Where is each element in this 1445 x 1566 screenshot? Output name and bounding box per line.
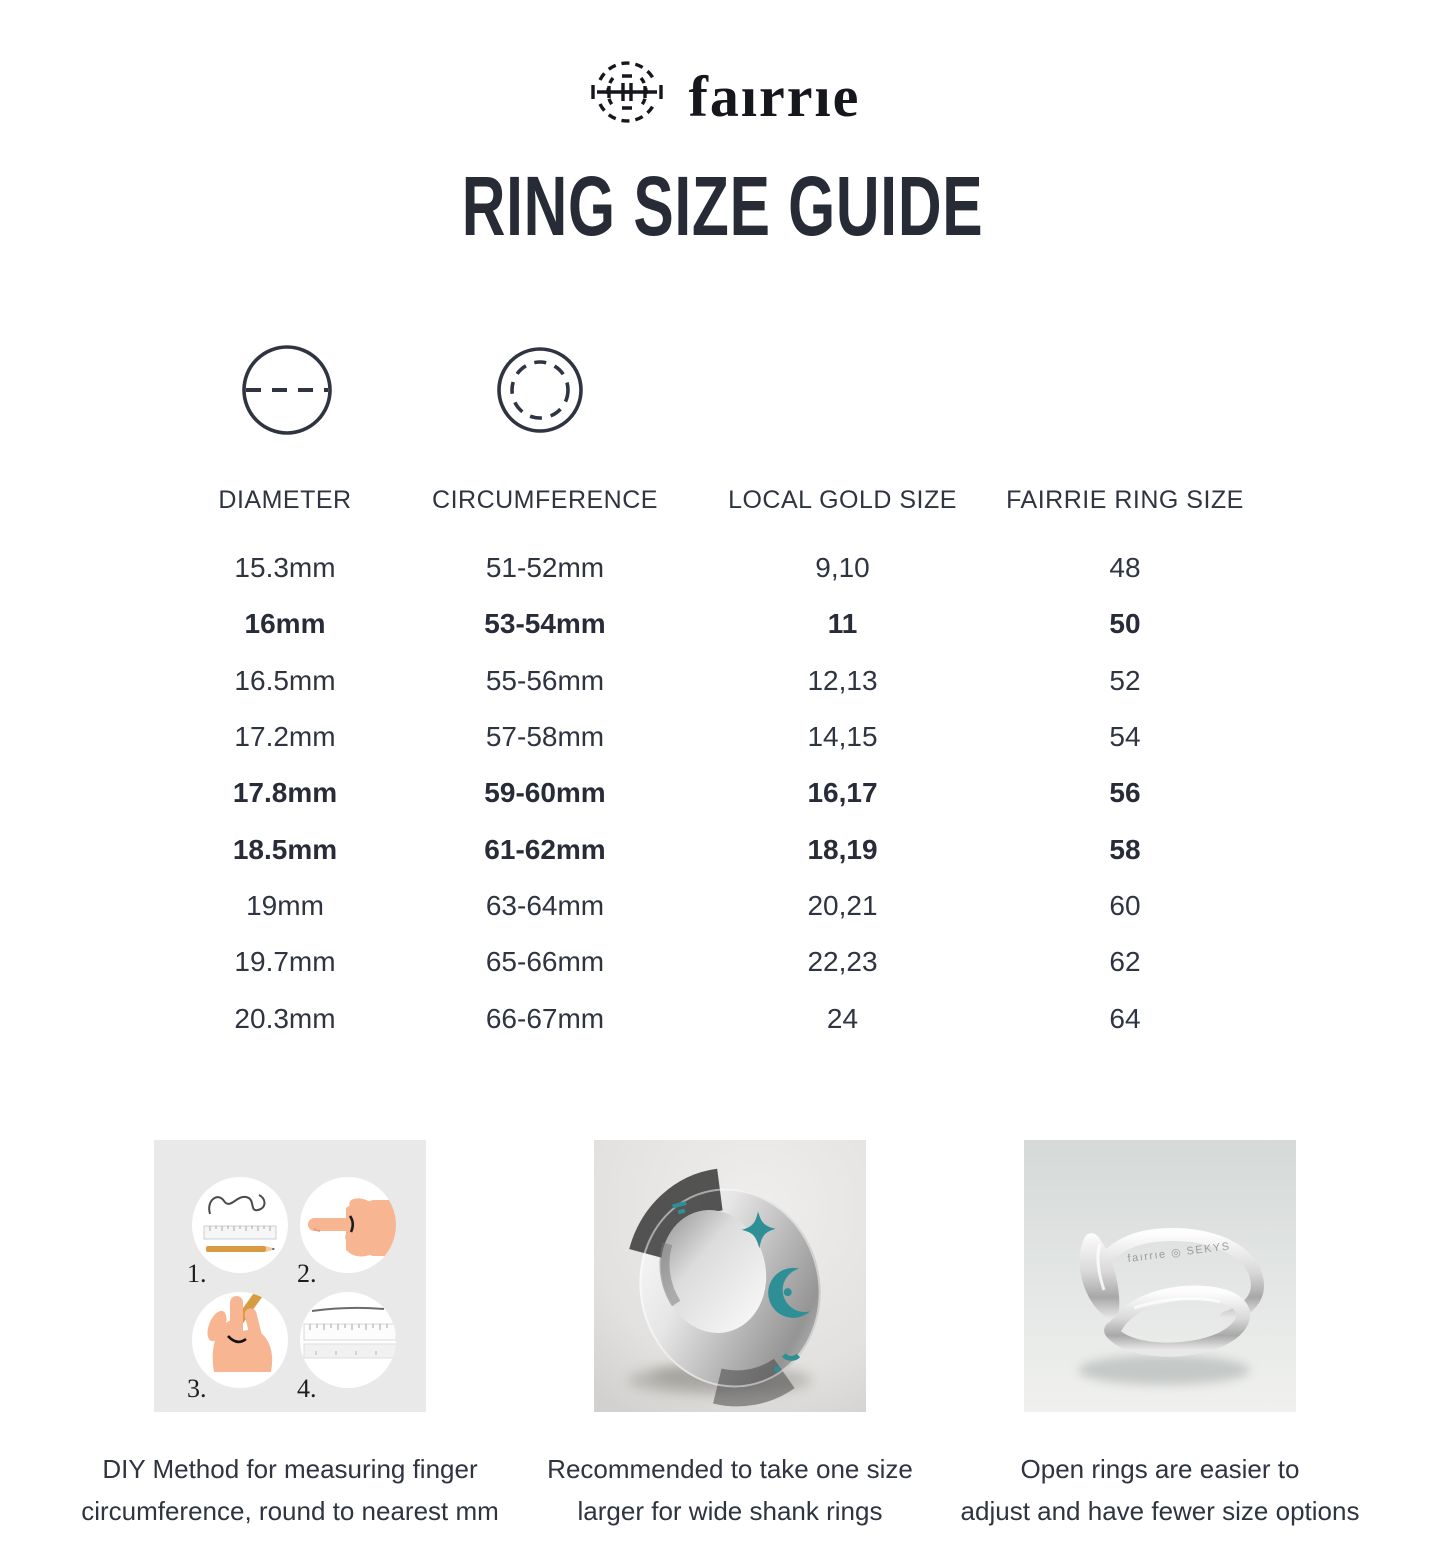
page-title: RING SIZE GUIDE [461, 159, 984, 253]
figure-caption: DIY Method for measuring finger circumference, round to nearest mm [81, 1454, 499, 1526]
table-row [180, 821, 1265, 877]
cell-fairrie-ring-size: 60 [1109, 889, 1141, 921]
figure-caption: Recommended to take one size larger for wide shank rings [547, 1454, 913, 1526]
cell-diameter: 16.5mm [234, 664, 336, 696]
table-row [180, 765, 1265, 821]
cell-fairrie-ring-size: 56 [1109, 777, 1141, 809]
cell-fairrie-ring-size: 48 [1109, 552, 1141, 584]
cell-circumference: 53-54mm [484, 608, 606, 640]
cell-fairrie-ring-size: 64 [1109, 1002, 1141, 1034]
brand-name: faırrıe [688, 64, 861, 129]
diameter-circle-icon [237, 340, 337, 440]
cell-local-gold-size: 11 [827, 608, 858, 640]
size-table-header [180, 486, 1265, 515]
figure-diy-method [75, 1140, 505, 1532]
table-row [180, 653, 1265, 709]
cell-fairrie-ring-size: 52 [1109, 664, 1141, 696]
diy-measuring-steps-image [154, 1140, 426, 1412]
cell-diameter: 16mm [244, 608, 326, 640]
step-number-2: 2. [297, 1259, 317, 1288]
cell-local-gold-size: 9,10 [815, 552, 870, 584]
table-row [180, 540, 1265, 596]
cell-diameter: 17.8mm [232, 777, 338, 809]
table-row [180, 990, 1265, 1046]
cell-circumference: 63-64mm [485, 889, 605, 921]
step-number-3: 3. [187, 1374, 207, 1403]
cell-circumference: 65-66mm [485, 946, 605, 978]
column-header-circumference: CIRCUMFERENCE [432, 486, 658, 514]
cell-diameter: 20.3mm [234, 1002, 336, 1034]
cell-local-gold-size: 20,21 [807, 889, 878, 921]
cell-local-gold-size: 14,15 [807, 721, 878, 753]
table-row [180, 709, 1265, 765]
cell-diameter: 17.2mm [234, 721, 336, 753]
cell-local-gold-size: 22,23 [807, 946, 878, 978]
column-header-diameter: DIAMETER [218, 486, 352, 514]
cell-diameter: 15.3mm [234, 552, 336, 584]
cell-local-gold-size: 12,13 [807, 664, 878, 696]
wide-shank-ring-image [594, 1140, 866, 1412]
cell-diameter: 19.7mm [234, 946, 336, 978]
table-row [180, 878, 1265, 934]
cell-diameter: 18.5mm [232, 833, 338, 865]
step-number-4: 4. [297, 1374, 317, 1403]
size-table-body [180, 540, 1265, 1047]
fairrie-mandala-icon [585, 52, 669, 136]
column-header-local-gold-size: LOCAL GOLD SIZE [728, 486, 957, 514]
circumference-circle-icon [492, 342, 588, 438]
cell-fairrie-ring-size: 62 [1109, 946, 1141, 978]
cell-fairrie-ring-size: 54 [1109, 721, 1141, 753]
cell-local-gold-size: 18,19 [807, 833, 878, 865]
cell-local-gold-size: 24 [826, 1002, 859, 1034]
cell-circumference: 57-58mm [485, 721, 605, 753]
cell-fairrie-ring-size: 58 [1109, 833, 1141, 865]
open-ring-image [1024, 1140, 1296, 1412]
figure-caption: Open rings are easier to adjust and have fewer size options [960, 1454, 1360, 1526]
inner-engraving-text: faırrıe ◎ SEKYS [1126, 1240, 1232, 1265]
step-number-1: 1. [187, 1259, 207, 1288]
brand-logo [0, 52, 1445, 136]
table-row [180, 596, 1265, 652]
cell-fairrie-ring-size: 50 [1109, 608, 1141, 640]
cell-diameter: 19mm [246, 889, 324, 921]
cell-circumference: 55-56mm [485, 664, 605, 696]
cell-circumference: 66-67mm [485, 1002, 605, 1034]
figure-wide-shank-ring [515, 1140, 945, 1532]
figure-open-ring [945, 1140, 1375, 1532]
column-header-fairrie-ring-size: FAIRRIE RING SIZE [1006, 486, 1244, 514]
cell-local-gold-size: 16,17 [807, 777, 878, 809]
table-row [180, 934, 1265, 990]
cell-circumference: 59-60mm [484, 777, 606, 809]
cell-circumference: 61-62mm [484, 833, 606, 865]
cell-circumference: 51-52mm [485, 552, 605, 584]
